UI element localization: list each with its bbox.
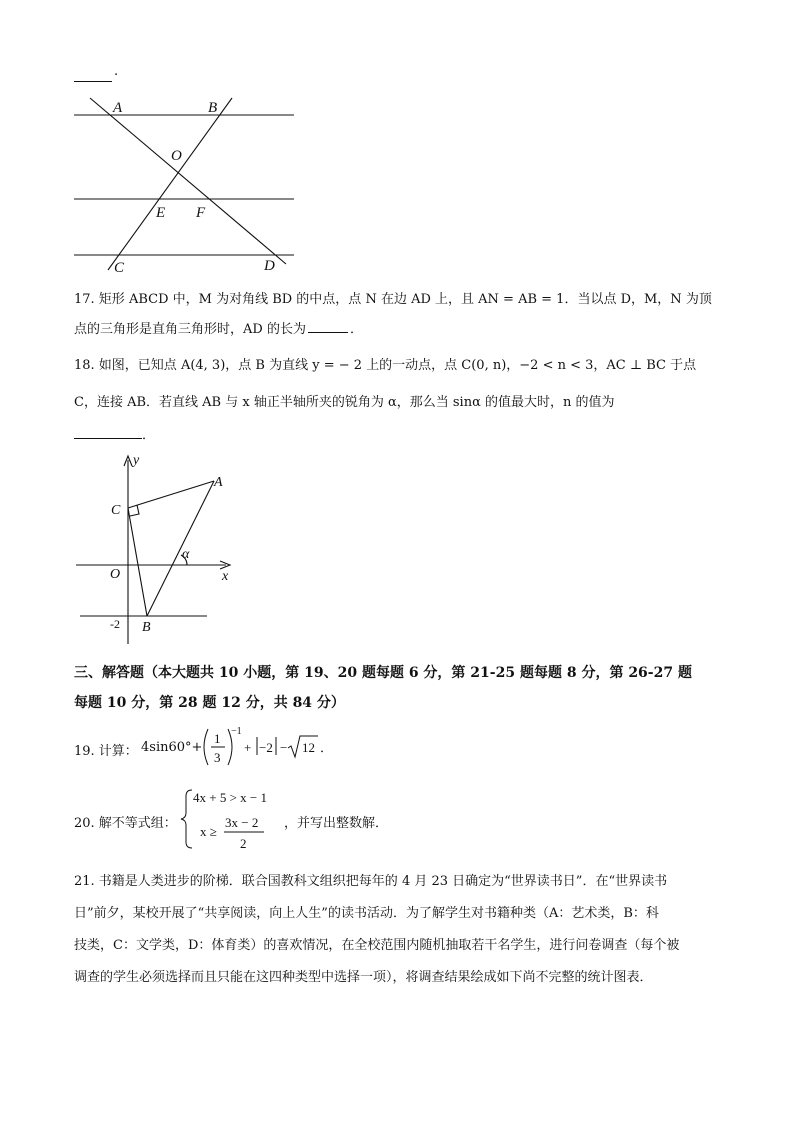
q18-line3 <box>74 424 155 443</box>
transversal-AD <box>90 98 286 264</box>
label-F: F <box>196 205 206 221</box>
answer-dot-16: . <box>114 64 119 79</box>
answer-blank-16 <box>74 66 112 82</box>
label-alpha: α <box>182 547 190 562</box>
q17-line2-text: 点的三角形是直角三角形时，AD 的长为 <box>74 322 306 337</box>
label-D: D <box>264 258 275 274</box>
label-A18: A <box>214 475 223 490</box>
label-E: E <box>156 205 166 221</box>
label-C18: C <box>111 503 121 518</box>
q19-end: ． <box>320 740 334 755</box>
q19-prefix: 19. 计算： <box>74 744 138 759</box>
label-B: B <box>208 100 218 116</box>
figure-parallel-lines <box>60 92 310 278</box>
q20-prefix: 20. 解不等式组： <box>74 816 177 831</box>
inequality-1: 4x + 5 > x − 1 <box>193 790 267 805</box>
q18-line2: C，连接 AB．若直线 AB 与 x 轴正半轴所夹的锐角为 α，那么当 sinα 的值最大时，n 的值为 <box>74 395 615 410</box>
label-O18: O <box>110 567 121 582</box>
inequality-2-den: 2 <box>240 836 247 851</box>
label-neg2: -2 <box>110 617 120 631</box>
minus-sign: − <box>280 740 288 755</box>
paren-left <box>204 729 208 765</box>
inequality-2-lhs: x ≥ <box>200 824 217 839</box>
abs-value: −2 <box>259 740 273 755</box>
frac-denominator: 3 <box>214 750 221 765</box>
q18-line1: 18. 如图，已知点 A(4, 3)，点 B 为直线 y = − 2 上的一动点，点 C(0, n)，−2 < n < 3，AC ⊥ BC 于点 <box>74 358 697 373</box>
q21-line1: 21. 书籍是人类进步的阶梯．联合国教科文组织把每年的 4 月 23 日确定为“世界读书日”．在“世界读书 <box>74 874 668 889</box>
q17-line2 <box>74 318 363 337</box>
q19-term1: 4sin60°+ <box>141 740 203 755</box>
q21-line2: 日”前夕，某校开展了“共享阅读，向上人生”的读书活动．为了解学生对书籍种类（A：艺术类，B：科 <box>74 906 659 921</box>
segment-CB <box>128 508 147 616</box>
label-y: y <box>133 453 140 468</box>
q18-line3-end: ． <box>142 428 156 443</box>
label-O: O <box>171 148 182 164</box>
segment-AB <box>147 481 214 616</box>
inequality-2-num: 3x − 2 <box>225 815 259 830</box>
label-C: C <box>114 260 125 276</box>
q21-line3: 技类，C：文学类，D：体育类）的喜欢情况，在全校范围内随机抽取若干名学生，进行问卷调查（每个被 <box>74 938 680 953</box>
answer-blank-17 <box>308 319 348 333</box>
q20-system <box>178 784 288 854</box>
system-brace <box>181 790 192 848</box>
label-x: x <box>222 569 229 584</box>
figure-coordinate-plane <box>70 448 240 648</box>
transversal-BC <box>108 98 232 270</box>
q21-line4: 调查的学生必须选择而且只能在这四种类型中选择一项），将调查结果绘成如下尚不完整的统计图表． <box>74 970 653 985</box>
q20-suffix: ，并写出整数解． <box>284 816 389 831</box>
q17-line1: 17. 矩形 ABCD 中，M 为对角线 BD 的中点，点 N 在边 AD 上，且 AN = AB = 1．当以点 D，M，N 为顶 <box>74 292 712 307</box>
label-B18: B <box>142 620 151 635</box>
label-A: A <box>113 100 123 116</box>
answer-blank-18 <box>74 426 142 439</box>
section3-line2: 每题 10 分，第 28 题 12 分，共 84 分） <box>74 695 345 711</box>
plus-sign: + <box>244 740 252 755</box>
q19-math <box>200 722 334 774</box>
section3-line1: 三、解答题（本大题共 10 小题，第 19、20 题每题 6 分，第 21-25 题每题 8 分，第 26-27 题 <box>74 665 692 681</box>
frac-numerator: 1 <box>214 731 221 746</box>
segment-CA <box>128 481 214 508</box>
exponent: −1 <box>231 726 242 737</box>
sqrt-value: 12 <box>302 740 315 755</box>
q17-line2-end: ． <box>349 322 363 337</box>
